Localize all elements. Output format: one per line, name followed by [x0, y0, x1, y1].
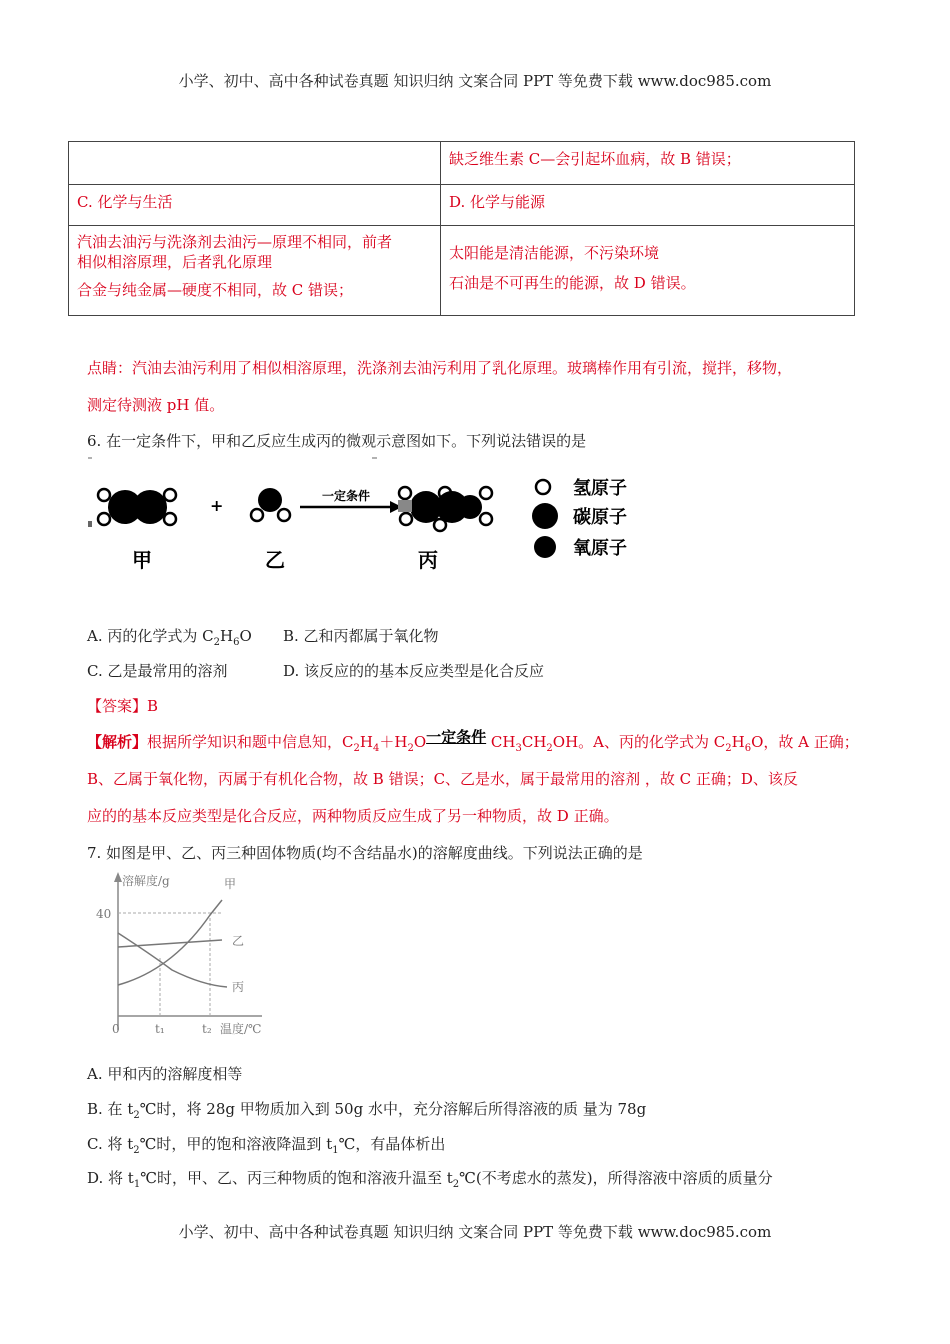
question-7-option-b: B. 在 $t_2℃$时，将 28g 甲物质加入到 50g 水中，充分溶解后所得溶液的质 量为 78g: [87, 1100, 647, 1121]
condition-label: 一定条件: [426, 728, 487, 746]
question-7-stem: 7. 如图是甲、乙、丙三种固体物质(均不含结晶水)的溶解度曲线。下列说法正确的是: [87, 844, 643, 862]
page-footer: 小学、初中、高中各种试卷真题 知识归纳 文案合同 PPT 等免费下载 www.doc985.com: [178, 1223, 772, 1241]
question-6-analysis-line: 【解析】根据所学知识和题中信息知，$C_2H_4+H_2O$一定条件 $CH_3CH_2OH$。A、丙的化学式为 $C_2H_6O$，故 A 正确；: [87, 728, 859, 754]
answer-table: [68, 141, 855, 316]
curve-label-bing: 丙: [232, 980, 245, 994]
x-tick-t1: t₁: [155, 1022, 165, 1036]
table-text: 汽油去油污与洗涤剂去油污—原理不相同，前者: [77, 233, 393, 251]
note-line: 点睛：汽油去油污利用了相似相溶原理，洗涤剂去油污利用了乳化原理。玻璃棒作用有引流，搅拌，移物，: [87, 359, 793, 377]
solubility-chart: [92, 870, 272, 1045]
label-a: 甲: [132, 548, 152, 572]
table-cell: C. 化学与生活: [69, 185, 441, 226]
label-b: 乙: [265, 548, 285, 572]
molecule-b: [251, 488, 290, 521]
molecule-c: [398, 487, 492, 531]
label-c: 丙: [418, 548, 438, 572]
legend-carbon: 碳原子: [573, 507, 627, 528]
reaction-arrow: [300, 488, 402, 513]
question-6-option-a: A. 丙的化学式为 $C_2H_6O$: [87, 627, 252, 648]
table-cell: [69, 142, 441, 185]
table-text: 太阳能是清洁能源，不污染环境: [449, 244, 660, 262]
question-6-analysis-line: B、乙属于氧化物，丙属于有机化合物，故 B 错误；C、乙是水，属于最常用的溶剂 ，故 C 正确；D、该反: [87, 770, 798, 788]
molecule-a: [98, 489, 176, 525]
table-cell: [69, 226, 441, 316]
page-header: 小学、初中、高中各种试卷真题 知识归纳 文案合同 PPT 等免费下载 www.doc985.com: [178, 72, 772, 90]
y-axis-label: 溶解度/g: [122, 874, 170, 888]
curve-label-jia: 甲: [224, 877, 237, 891]
question-7-option-a: A. 甲和丙的溶解度相等: [87, 1065, 243, 1083]
question-6-option-b: B. 乙和丙都属于氧化物: [283, 627, 439, 645]
arrow-condition-label: 一定条件: [322, 489, 371, 503]
table-cell: 缺乏维生素 C—会引起坏血病，故 B 错误；: [441, 142, 855, 185]
table-text: 相似相溶原理，后者乳化原理: [77, 253, 273, 271]
atom-legend: [532, 477, 627, 559]
legend-oxygen: 氧原子: [573, 538, 627, 559]
curve-label-yi: 乙: [232, 934, 245, 948]
question-6-answer: 【答案】B: [87, 697, 159, 715]
y-tick-40: 40: [96, 907, 112, 921]
question-7-option-c: C. 将 $t_2℃$时，甲的饱和溶液降温到 $t_1℃$，有晶体析出: [87, 1135, 446, 1156]
x-axis-label: 温度/℃: [220, 1022, 262, 1036]
table-text: 石油是不可再生的能源，故 D 错误。: [449, 274, 696, 292]
question-6-option-c: C. 乙是最常用的溶剂: [87, 662, 228, 680]
x-tick-origin: 0: [112, 1022, 120, 1036]
question-6-option-d: D. 该反应的的基本反应类型是化合反应: [283, 662, 545, 680]
question-6-stem: 6. 在一定条件下，甲和乙反应生成丙的微观示意图如下。下列说法错误的是: [87, 432, 587, 450]
table-text: 合金与纯金属—硬度不相同，故 C 错误；: [77, 281, 354, 299]
plus-sign: +: [210, 496, 224, 515]
question-6-analysis-line: 应的的基本反应类型是化合反应，两种物质反应生成了另一种物质，故 D 正确。: [87, 807, 619, 825]
table-cell: D. 化学与能源: [441, 185, 855, 226]
x-tick-t2: t₂: [202, 1022, 212, 1036]
question-7-option-d: D. 将 $t_1℃$时，甲、乙、丙三种物质的饱和溶液升温至 $t_2℃$(不考虑水的蒸发)，所得溶液中溶质的质量分: [87, 1169, 773, 1190]
reaction-diagram: [80, 455, 660, 585]
legend-hydrogen: 氢原子: [573, 478, 627, 499]
table-cell: [441, 226, 855, 316]
note-line: 测定待测液 pH 值。: [87, 396, 225, 414]
